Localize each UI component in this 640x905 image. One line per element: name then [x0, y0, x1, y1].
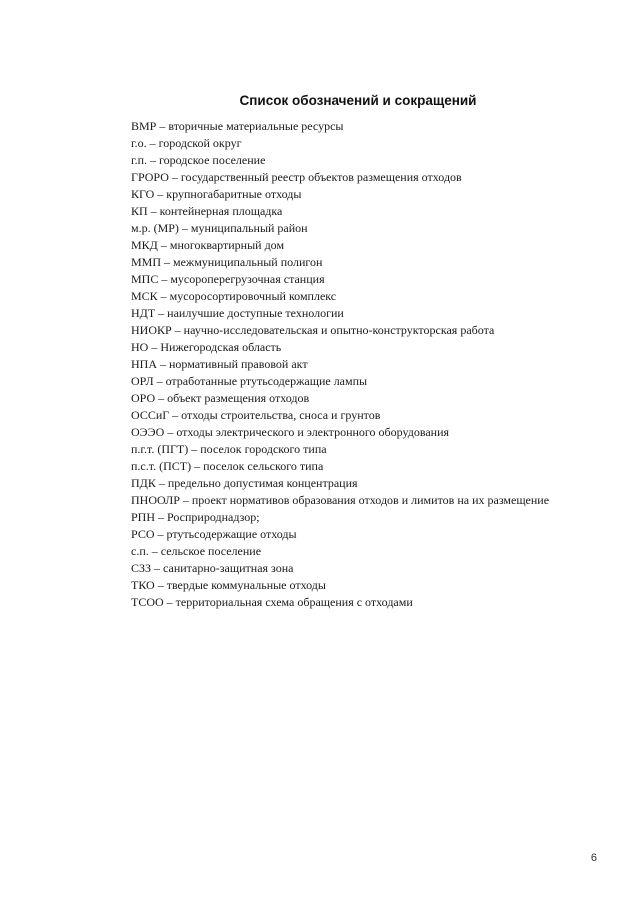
page-number: 6	[590, 852, 597, 864]
abbreviation-entry: КГО – крупногабаритные отходы	[131, 187, 302, 201]
abbreviation-entry: РПН – Росприроднадзор;	[131, 510, 260, 524]
abbreviation-entry: ОССиГ – отходы строительства, сноса и грунтов	[131, 408, 381, 422]
abbreviation-entry: ММП – межмуниципальный полигон	[131, 255, 323, 269]
abbreviation-entry: МСК – мусоросортировочный комплекс	[131, 289, 337, 303]
abbreviation-entry: ТКО – твердые коммунальные отходы	[131, 578, 326, 592]
abbreviation-entry: ОРЛ – отработанные ртутьсодержащие лампы	[131, 374, 368, 388]
abbreviation-entry: НДТ – наилучшие доступные технологии	[131, 306, 344, 320]
abbreviation-entry: ПНООЛР – проект нормативов образования отходов и лимитов на их размещение	[131, 493, 550, 507]
abbreviation-entry: г.п. – городское поселение	[131, 153, 266, 167]
abbreviation-entry: с.п. – сельское поселение	[131, 544, 262, 558]
abbreviation-entry: КП – контейнерная площадка	[131, 204, 283, 218]
abbreviation-entry: НПА – нормативный правовой акт	[131, 357, 308, 371]
abbreviation-entry: МКД – многоквартирный дом	[131, 238, 285, 252]
abbreviation-entry: м.р. (МР) – муниципальный район	[131, 221, 308, 235]
abbreviation-entry: НИОКР – научно-исследовательская и опытно-конструкторская работа	[131, 323, 495, 337]
page-title: Список обозначений и сокращений	[239, 93, 477, 108]
abbreviation-entry: ТСОО – территориальная схема обращения с отходами	[131, 595, 413, 609]
abbreviation-entry: ОРО – объект размещения отходов	[131, 391, 310, 405]
abbreviation-entry: МПС – мусороперегрузочная станция	[131, 272, 325, 286]
abbreviation-entry: ВМР – вторичные материальные ресурсы	[131, 119, 344, 133]
abbreviation-entry: ГРОРО – государственный реестр объектов размещения отходов	[131, 170, 462, 184]
abbreviation-entry: НО – Нижегородская область	[131, 340, 282, 354]
abbreviation-entry: ОЭЭО – отходы электрического и электронного оборудования	[131, 425, 450, 439]
abbreviation-entry: г.о. – городской округ	[131, 136, 242, 150]
abbreviation-entry: СЗЗ – санитарно-защитная зона	[131, 561, 294, 575]
abbreviation-list	[131, 118, 549, 611]
abbreviation-entry: РСО – ртутьсодержащие отходы	[131, 527, 297, 541]
abbreviation-entry: п.с.т. (ПСТ) – поселок сельского типа	[131, 459, 324, 473]
abbreviation-entry: п.г.т. (ПГТ) – поселок городского типа	[131, 442, 327, 456]
abbreviation-entry: ПДК – предельно допустимая концентрация	[131, 476, 358, 490]
